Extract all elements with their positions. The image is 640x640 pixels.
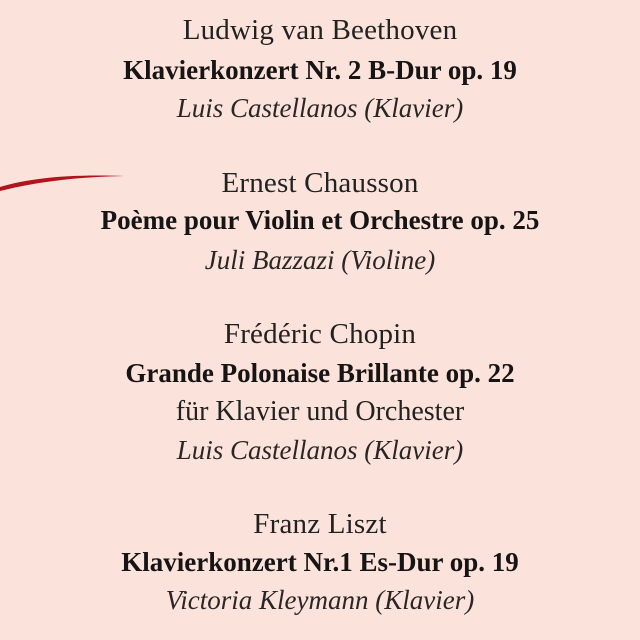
work-title: Klavierkonzert Nr. 2 B-Dur op. 19 [123,55,517,85]
performer: Victoria Kleymann (Klavier) [165,585,475,615]
performer: Luis Castellanos (Klavier) [176,435,464,465]
composer-name: Frédéric Chopin [223,318,417,350]
instrumentation-note: für Klavier und Orchester [175,396,465,427]
composer-name: Franz Liszt [253,508,387,540]
work-title: Grande Polonaise Brillante op. 22 [125,358,515,388]
work-title: Poème pour Violin et Orchestre op. 25 [100,205,540,235]
work-title: Klavierkonzert Nr.1 Es-Dur op. 19 [121,547,519,577]
composer-name: Ludwig van Beethoven [182,14,458,46]
performer: Luis Castellanos (Klavier) [176,93,464,123]
performer: Juli Bazzazi (Violine) [204,245,436,275]
composer-name: Ernest Chausson [221,167,419,199]
